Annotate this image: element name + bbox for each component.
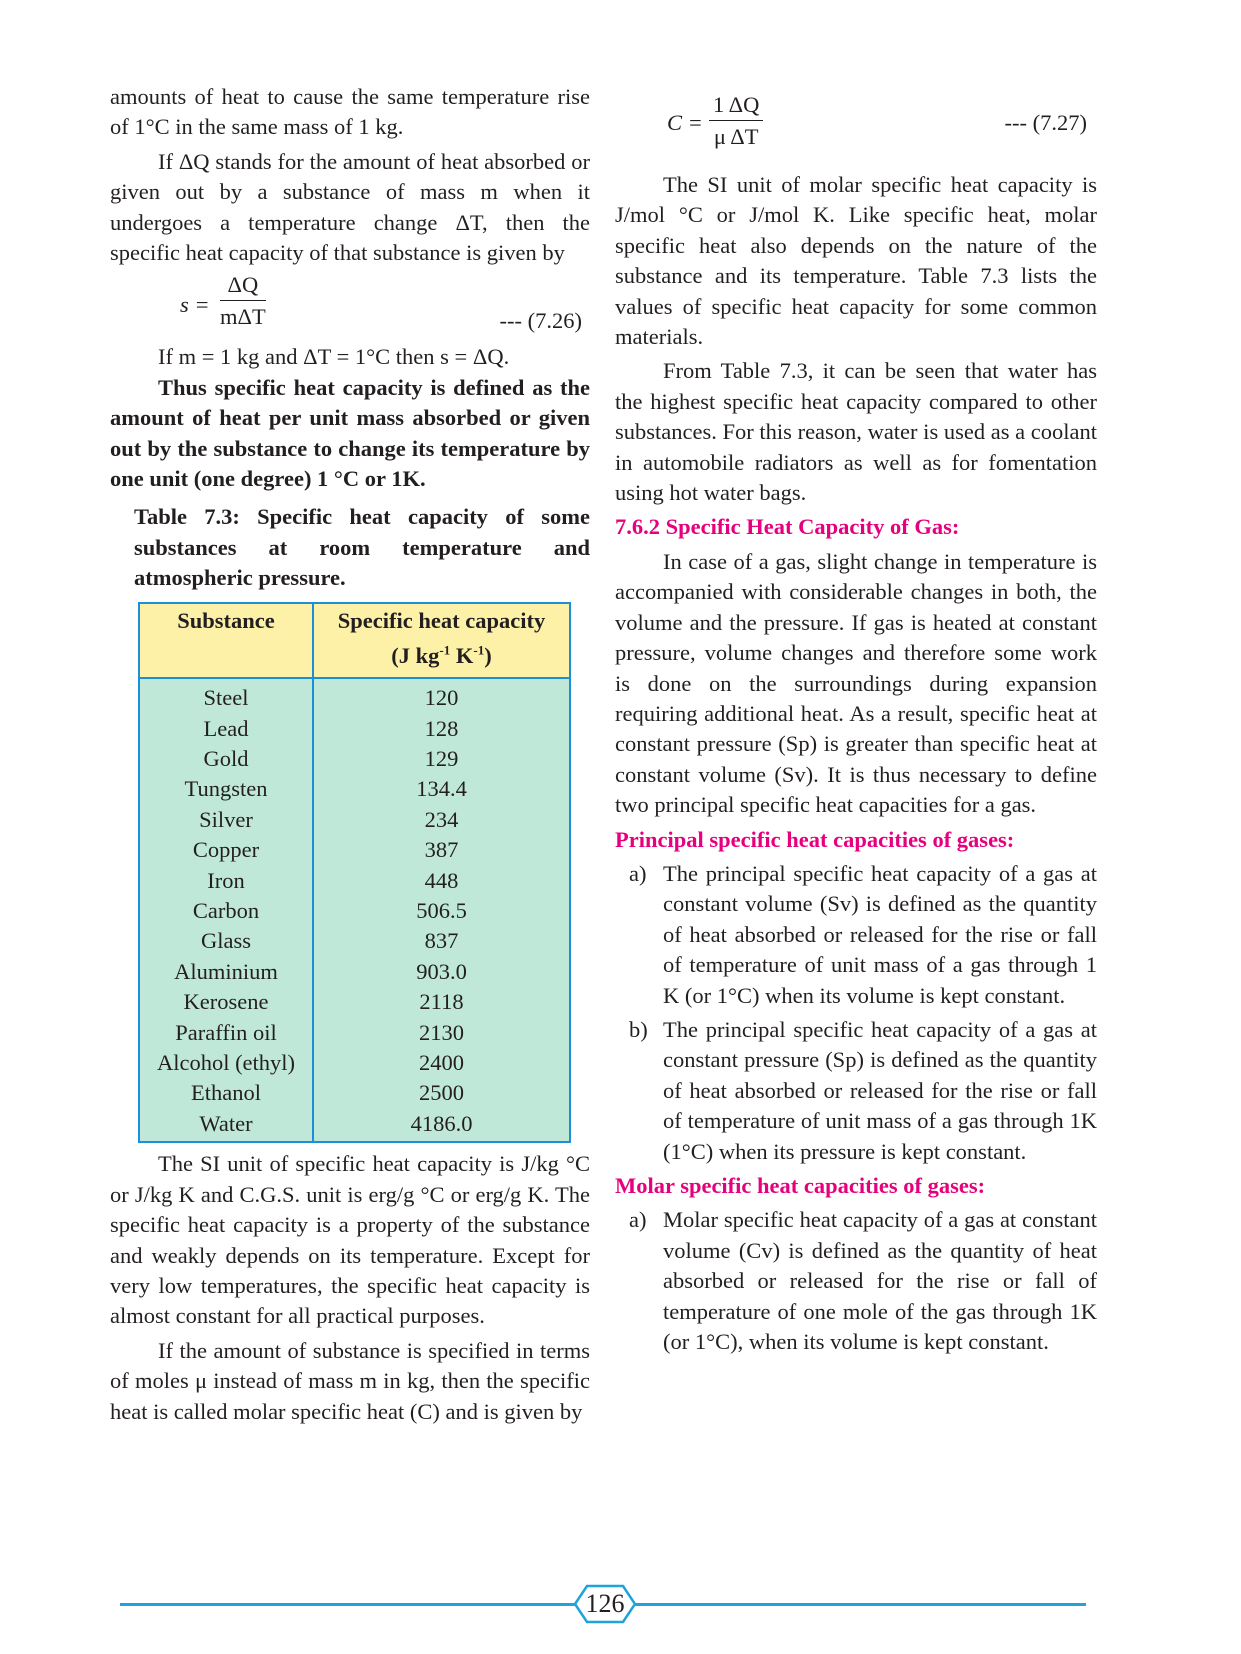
- equation-numerator: 1 ΔQ: [709, 90, 763, 121]
- cell-value: 2118: [313, 987, 570, 1017]
- paragraph: If ΔQ stands for the amount of heat absorbed or given out by a substance of mass m when it undergoes a temperature change ΔT, then the specific heat capacity of that substance is given by: [110, 148, 590, 266]
- table-row: [139, 987, 570, 1017]
- cell-value: 2500: [313, 1078, 570, 1108]
- definition-paragraph: Thus specific heat capacity is defined as the amount of heat per unit mass absorbed or given out by the substance to change its temperature by one unit (one degree) 1 °C or 1K.: [110, 374, 590, 492]
- equation-denominator: mΔT: [220, 304, 266, 330]
- cell-substance: Kerosene: [139, 987, 313, 1017]
- cell-substance: Carbon: [139, 896, 313, 926]
- equation-7-26: [110, 270, 590, 342]
- table-row: [139, 866, 570, 896]
- table-row: [139, 896, 570, 926]
- list-item: [615, 1205, 1097, 1357]
- cell-value: 2130: [313, 1018, 570, 1048]
- equation-7-27: [615, 90, 1097, 170]
- table-row: [139, 1018, 570, 1048]
- cell-value: 903.0: [313, 957, 570, 987]
- cell-substance: Lead: [139, 714, 313, 744]
- subsection-heading: Molar specific heat capacities of gases:: [615, 1173, 986, 1198]
- equation-number: --- (7.27): [1004, 110, 1087, 135]
- list-item: [615, 859, 1097, 1011]
- paragraph: If m = 1 kg and ΔT = 1°C then s = ΔQ.: [158, 344, 510, 370]
- paragraph: In case of a gas, slight change in temperature is accompanied with considerable changes in both, the volume and the pressure. If gas is heated at constant pressure, volume changes and therefore some work is done on the surroundings during expansion requiring additional heat. As a result, specific heat at constant pressure (Sp) is greater than specific heat at constant volume (Sv). It is thus necessary to define two principal specific heat capacities for a gas.: [615, 548, 1097, 818]
- page-footer: [120, 1584, 1086, 1624]
- cell-substance: Aluminium: [139, 957, 313, 987]
- table-body: [139, 678, 570, 1142]
- header-unit-exponent: -1: [439, 642, 451, 658]
- cell-value: 2400: [313, 1048, 570, 1078]
- table-row: [139, 957, 570, 987]
- equation-fraction: [220, 270, 266, 333]
- header-unit-part: (J kg: [391, 643, 440, 669]
- cell-substance: Alcohol (ethyl): [139, 1048, 313, 1078]
- cell-substance: Steel: [139, 678, 313, 713]
- cell-substance: Gold: [139, 744, 313, 774]
- cell-value: 837: [313, 926, 570, 956]
- paragraph: amounts of heat to cause the same temperature rise of 1°C in the same mass of 1 kg.: [110, 84, 590, 140]
- cell-substance: Glass: [139, 926, 313, 956]
- equation-numerator: ΔQ: [220, 270, 266, 301]
- header-unit: [391, 643, 491, 668]
- table-row: [139, 774, 570, 804]
- cell-substance: Paraffin oil: [139, 1018, 313, 1048]
- table-row: [139, 1048, 570, 1078]
- cell-substance: Water: [139, 1109, 313, 1142]
- cell-substance: Iron: [139, 866, 313, 896]
- cell-value: 4186.0: [313, 1109, 570, 1142]
- right-column: [615, 90, 1097, 1357]
- equation-lhs: C =: [667, 110, 703, 135]
- subsection-heading: Principal specific heat capacities of gases:: [615, 826, 1015, 852]
- table-caption: Table 7.3: Specific heat capacity of some substances at room temperature and atmospheric pressure.: [134, 504, 590, 591]
- cell-value: 128: [313, 714, 570, 744]
- equation-fraction: [709, 90, 763, 153]
- list-item: [615, 1015, 1097, 1167]
- cell-substance: Copper: [139, 835, 313, 865]
- left-column: [110, 82, 590, 1427]
- paragraph: The SI unit of specific heat capacity is J/kg °C or J/kg K and C.G.S. unit is erg/g °C or erg/g K. The specific heat capacity is a property of the substance and weakly depends on its temperature. Except for very low temperatures, the specific heat capacity is almost constant for all practical purposes.: [110, 1151, 590, 1329]
- list-text: The principal specific heat capacity of a gas at constant pressure (Sp) is defined as the quantity of heat absorbed or released for the rise or fall of temperature of unit mass of a gas through 1K (1°C) when its pressure is kept constant.: [663, 1016, 1097, 1164]
- cell-substance: Ethanol: [139, 1078, 313, 1108]
- table-row: [139, 1078, 570, 1108]
- table-row: [139, 1109, 570, 1142]
- table-row: [139, 835, 570, 865]
- cell-substance: Silver: [139, 805, 313, 835]
- table-row: [139, 744, 570, 774]
- specific-heat-table: [138, 602, 571, 1144]
- cell-substance: Tungsten: [139, 774, 313, 804]
- header-unit-part: ): [484, 643, 492, 669]
- cell-value: 234: [313, 805, 570, 835]
- equation-denominator: μ ΔT: [713, 124, 759, 149]
- list-text: The principal specific heat capacity of a gas at constant volume (Sv) is defined as the quantity of heat absorbed or released for the rise or fall of temperature of unit mass of a gas through 1 K (or 1°C) when its volume is kept constant.: [663, 860, 1097, 1008]
- cell-value: 506.5: [313, 896, 570, 926]
- section-heading: 7.6.2 Specific Heat Capacity of Gas:: [615, 514, 960, 540]
- equation-lhs: s =: [180, 292, 210, 318]
- list-label: b): [629, 1016, 648, 1042]
- column-header-substance: Substance: [139, 603, 313, 679]
- cell-value: 134.4: [313, 774, 570, 804]
- table-row: [139, 805, 570, 835]
- cell-value: 129: [313, 744, 570, 774]
- cell-value: 120: [313, 678, 570, 713]
- header-unit-part: K: [450, 643, 474, 669]
- list-label: a): [629, 860, 647, 886]
- paragraph: If the amount of substance is specified in terms of moles μ instead of mass m in kg, then the specific heat is called molar specific heat (C) and is given by: [110, 1337, 590, 1424]
- list-label: a): [629, 1207, 647, 1233]
- cell-value: 387: [313, 835, 570, 865]
- paragraph: The SI unit of molar specific heat capacity is J/mol °C or J/mol K. Like specific heat, molar specific heat also depends on the nature of the substance and its temperature. Table 7.3 lists the values of specific heat capacity for some common materials.: [615, 172, 1097, 350]
- cell-value: 448: [313, 866, 570, 896]
- table-row: [139, 926, 570, 956]
- table-row: [139, 678, 570, 713]
- header-unit-exponent: -1: [473, 642, 485, 658]
- equation-number: --- (7.26): [499, 308, 582, 334]
- column-header-capacity: [313, 603, 570, 679]
- list-text: Molar specific heat capacity of a gas at constant volume (Cv) is defined as the quantity of heat absorbed or released for the rise or fall of temperature of one mole of the gas through 1K (or 1°C), when its volume is kept constant.: [663, 1207, 1097, 1355]
- paragraph: From Table 7.3, it can be seen that water has the highest specific heat capacity compared to other substances. For this reason, water is used as a coolant in automobile radiators as well as for fomentation using hot water bags.: [615, 358, 1097, 506]
- page-number: 126: [585, 1589, 625, 1618]
- table-row: [139, 714, 570, 744]
- header-capacity-label: Specific heat capacity: [337, 607, 546, 633]
